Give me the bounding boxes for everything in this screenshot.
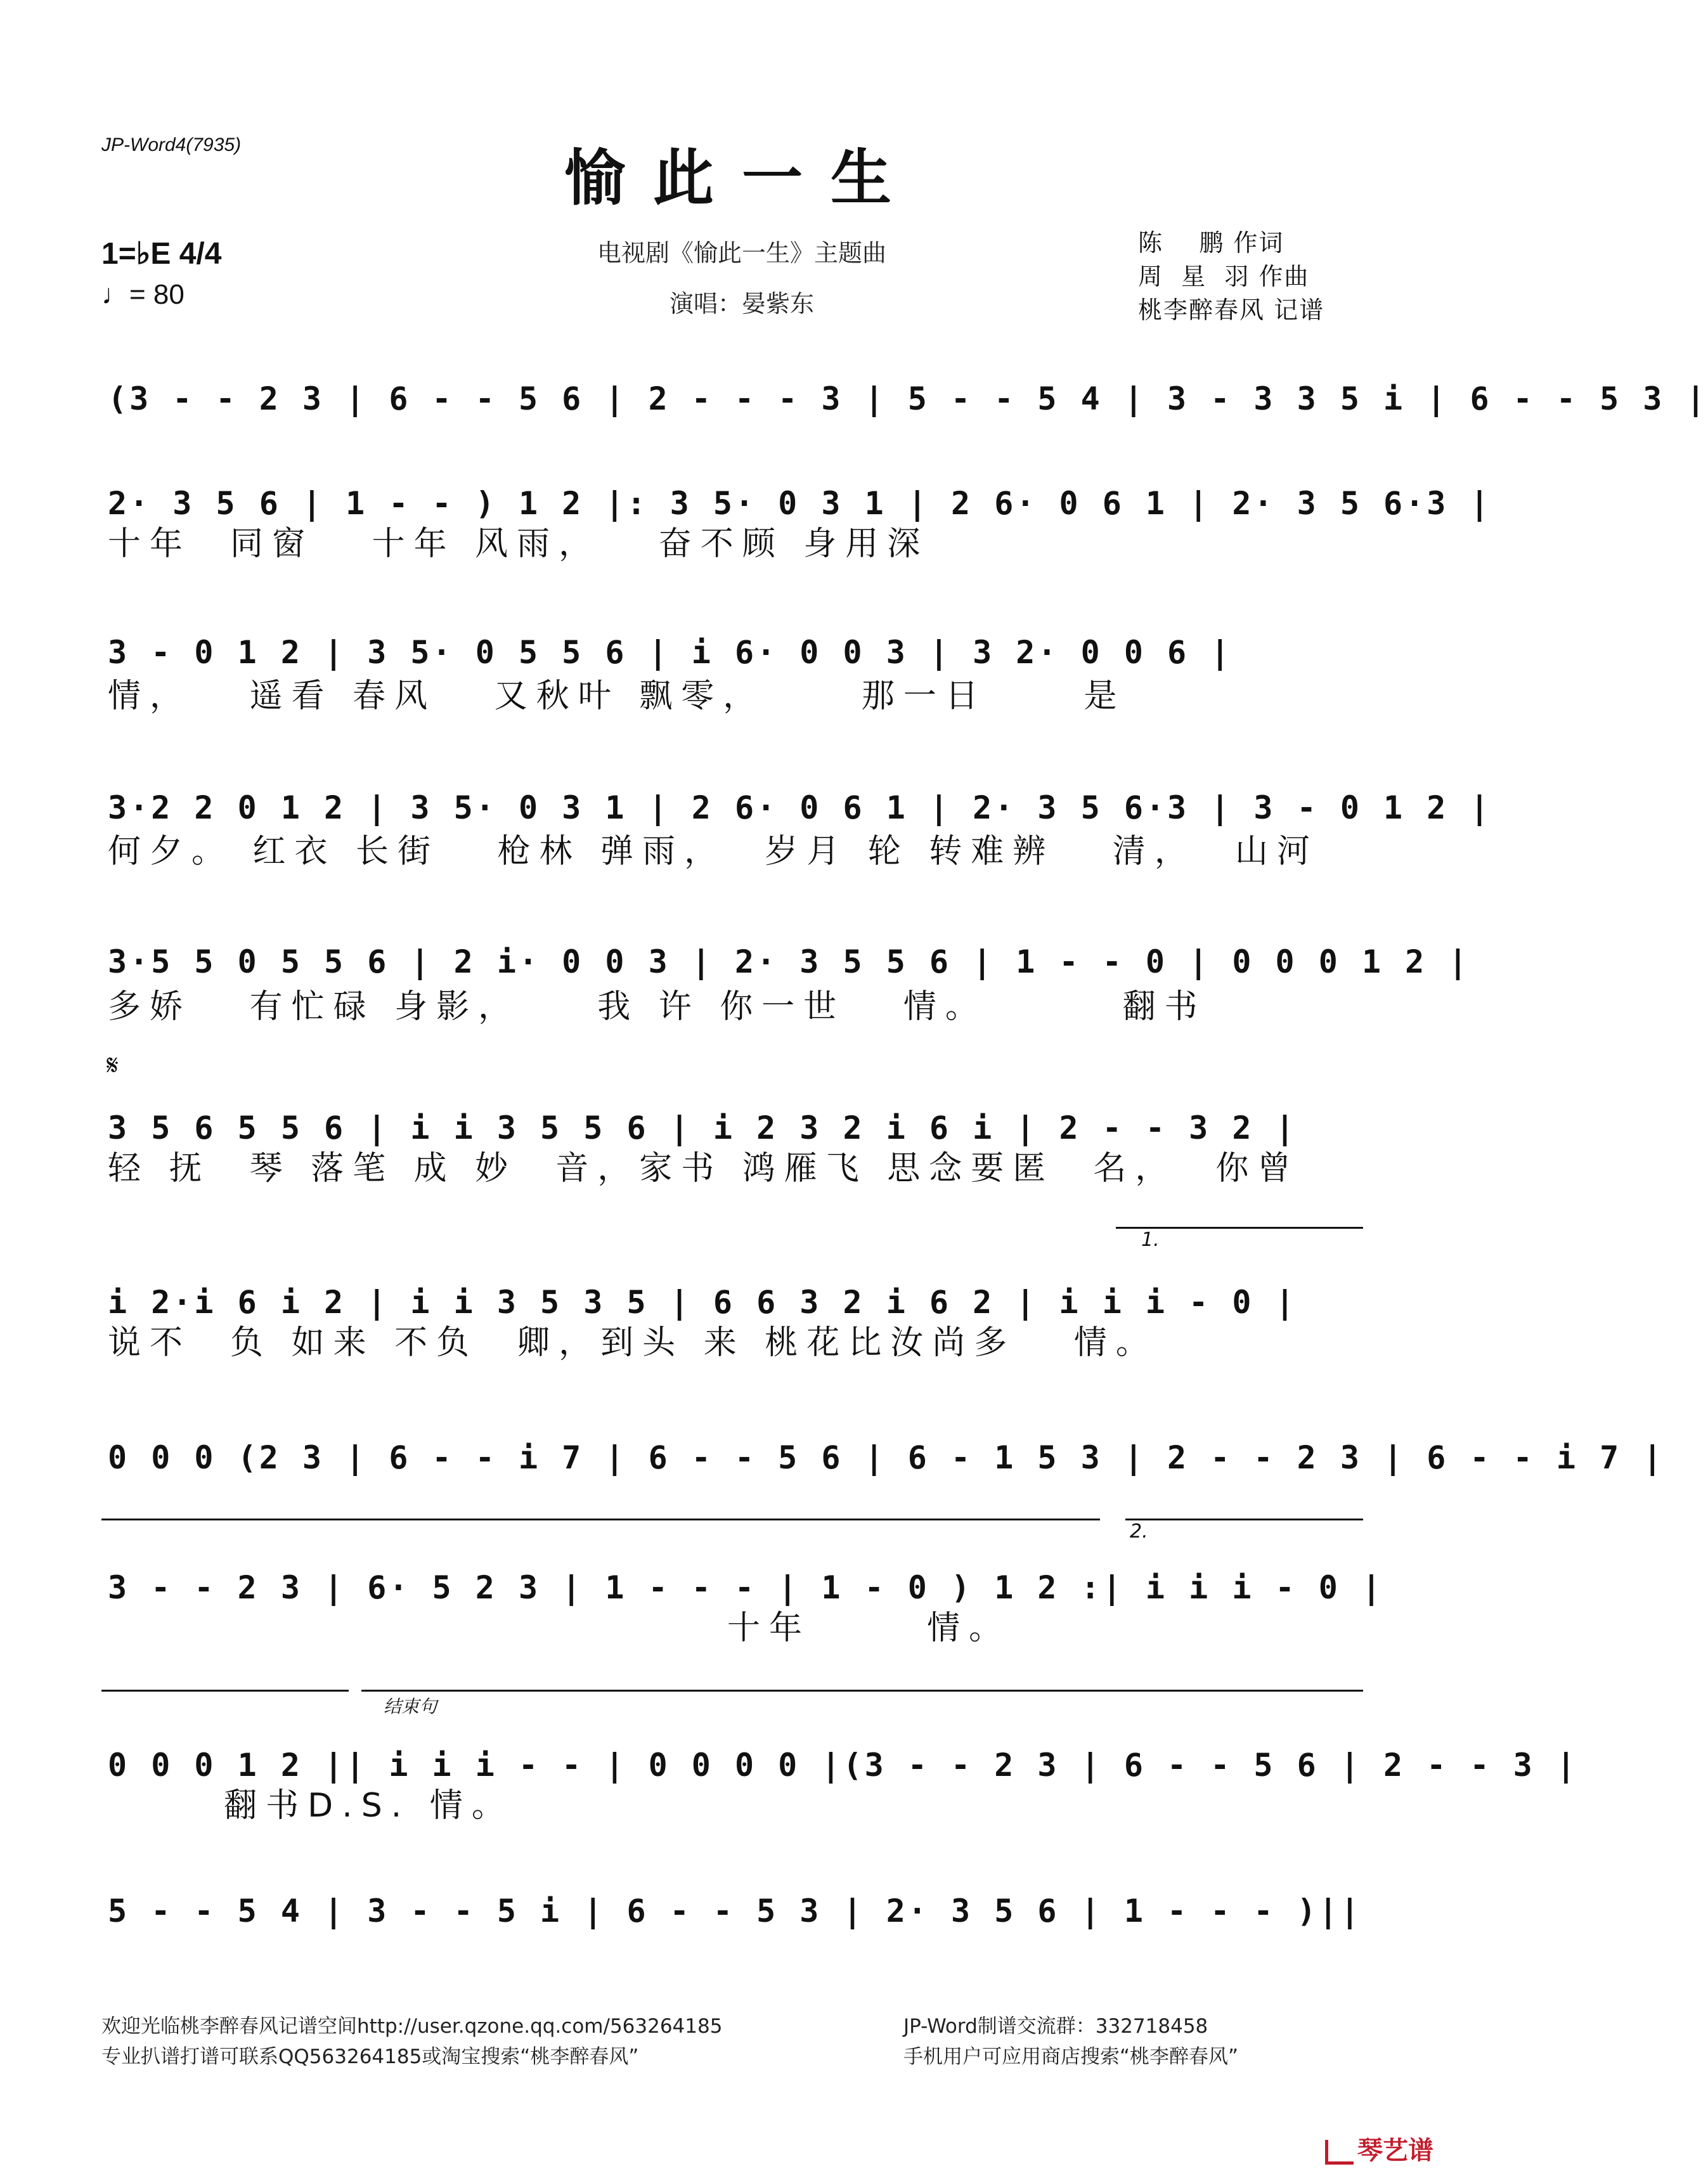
brand-logo xyxy=(1325,2130,1433,2167)
composer-credit: 周 星 羽 作曲 xyxy=(1138,262,1310,290)
lyrics-line-6: 轻 抚 琴 落笔 成 妙 音，家书 鸿雁飞 思念要匿 名， 你曾 xyxy=(108,1150,1300,1188)
notes: 0 0 0 1 2 || i i i - - | 0 0 0 0 |(3 - - 2 3 | 6 - - 5 6 | 2 - - 3 | xyxy=(108,1747,1578,1784)
notes: 3·2 2 0 1 2 | 3 5· 0 3 1 | 2 6· 0 6 1 | 2· 3 5 6·3 | 3 - 0 1 2 | xyxy=(108,789,1492,826)
logo-text: 琴艺谱 xyxy=(1357,2136,1433,2165)
lyrics-line-9: 十年 情。 xyxy=(108,1609,1011,1647)
ending-label: 结束句 xyxy=(384,1696,437,1717)
singer: 演唱：晏紫东 xyxy=(669,290,814,318)
notes: 3·5 5 0 5 5 6 | 2 i· 0 0 3 | 2· 3 5 5 6 | 1 - - 0 | 0 0 0 1 2 | xyxy=(108,943,1470,980)
notes: 3 - - 2 3 | 6· 5 2 3 | 1 - - - | 1 - 0 ) 1 2 :| i i i - 0 | xyxy=(108,1569,1384,1606)
notes: 5 - - 5 4 | 3 - - 5 i | 6 - - 5 3 | 2· 3 5 6 | 1 - - - )|| xyxy=(108,1893,1362,1929)
volta-line-left xyxy=(101,1519,1100,1520)
footer-group-text: JP-Word制谱交流群：332718458 xyxy=(903,2015,1208,2038)
ending-bracket xyxy=(361,1690,1363,1692)
volta-2-label: 2. xyxy=(1130,1520,1148,1543)
footer-link-text: 欢迎光临桃李醉春风记谱空间http://user.qzone.qq.com/563264185 xyxy=(101,2015,723,2038)
segno-sign: 𝄋 xyxy=(107,1049,119,1082)
lyrics-line-3: 情， 遥看 春风 又秋叶 飘零， 那一日 是 xyxy=(108,677,1126,715)
lyricist-credit: 陈 鹏 作词 xyxy=(1138,229,1284,257)
footer-app-text: 手机用户可应用商店搜索“桃李醉春风” xyxy=(903,2045,1239,2068)
lyrics-line-10: 翻书D.S. 情。 xyxy=(108,1787,514,1825)
footer-contact-text: 专业扒谱打谱可联系QQ563264185或淘宝搜索“桃李醉春风” xyxy=(101,2045,639,2068)
notes: 2· 3 5 6 | 1 - - ) 1 2 |: 3 5· 0 3 1 | 2 6· 0 6 1 | 2· 3 5 6·3 | xyxy=(108,485,1492,522)
score-system-1 xyxy=(101,355,1708,450)
score-system-11 xyxy=(101,1867,1369,1962)
notes: 3 5 6 5 5 6 | i i 3 5 5 6 | i 2 3 2 i 6 i | 2 - - 3 2 | xyxy=(108,1110,1297,1146)
lyrics-line-4: 何夕。 红衣 长街 枪林 弹雨， 岁月 轮 转难辨 清， 山河 xyxy=(108,832,1319,871)
key-signature: 1=♭E 4/4 xyxy=(101,237,222,271)
score-system-8 xyxy=(101,1414,1665,1509)
volta-bracket-2 xyxy=(1125,1519,1363,1520)
transcriber-credit: 桃李醉春风 记谱 xyxy=(1138,296,1325,324)
notes: (3 - - 2 3 | 6 - - 5 6 | 2 - - - 3 | 5 - - 5 4 | 3 - 3 3 5 i | 6 - - 5 3 | xyxy=(108,380,1708,417)
lyrics-line-7: 说不 负 如来 不负 卿，到头 来 桃花比汝尚多 情。 xyxy=(108,1324,1158,1362)
subtitle: 电视剧《愉此一生》主题曲 xyxy=(597,239,886,267)
lyrics-line-5: 多娇 有忙碌 身影， 我 许 你一世 情。 翻书 xyxy=(108,988,1207,1026)
volta-1-label: 1. xyxy=(1141,1229,1160,1251)
logo-icon xyxy=(1325,2140,1354,2165)
notes: 3 - 0 1 2 | 3 5· 0 5 5 6 | i 6· 0 0 3 | 3 2· 0 0 6 | xyxy=(108,634,1232,671)
lyrics-line-2: 十年 同窗 十年 风雨， 奋不顾 身用深 xyxy=(108,525,929,563)
source-label: JP-Word4(7935) xyxy=(101,134,242,155)
tempo-mark: ♩= 80 xyxy=(101,279,184,310)
notes: i 2·i 6 i 2 | i i 3 5 3 5 | 6 6 3 2 i 6 2 | i i i - 0 | xyxy=(108,1284,1297,1321)
volta-line-2 xyxy=(101,1690,349,1692)
notes: 0 0 0 (2 3 | 6 - - i 7 | 6 - - 5 6 | 6 - 1 5 3 | 2 - - 2 3 | 6 - - i 7 | xyxy=(108,1439,1665,1476)
page-title: 愉此一生 xyxy=(564,142,919,214)
